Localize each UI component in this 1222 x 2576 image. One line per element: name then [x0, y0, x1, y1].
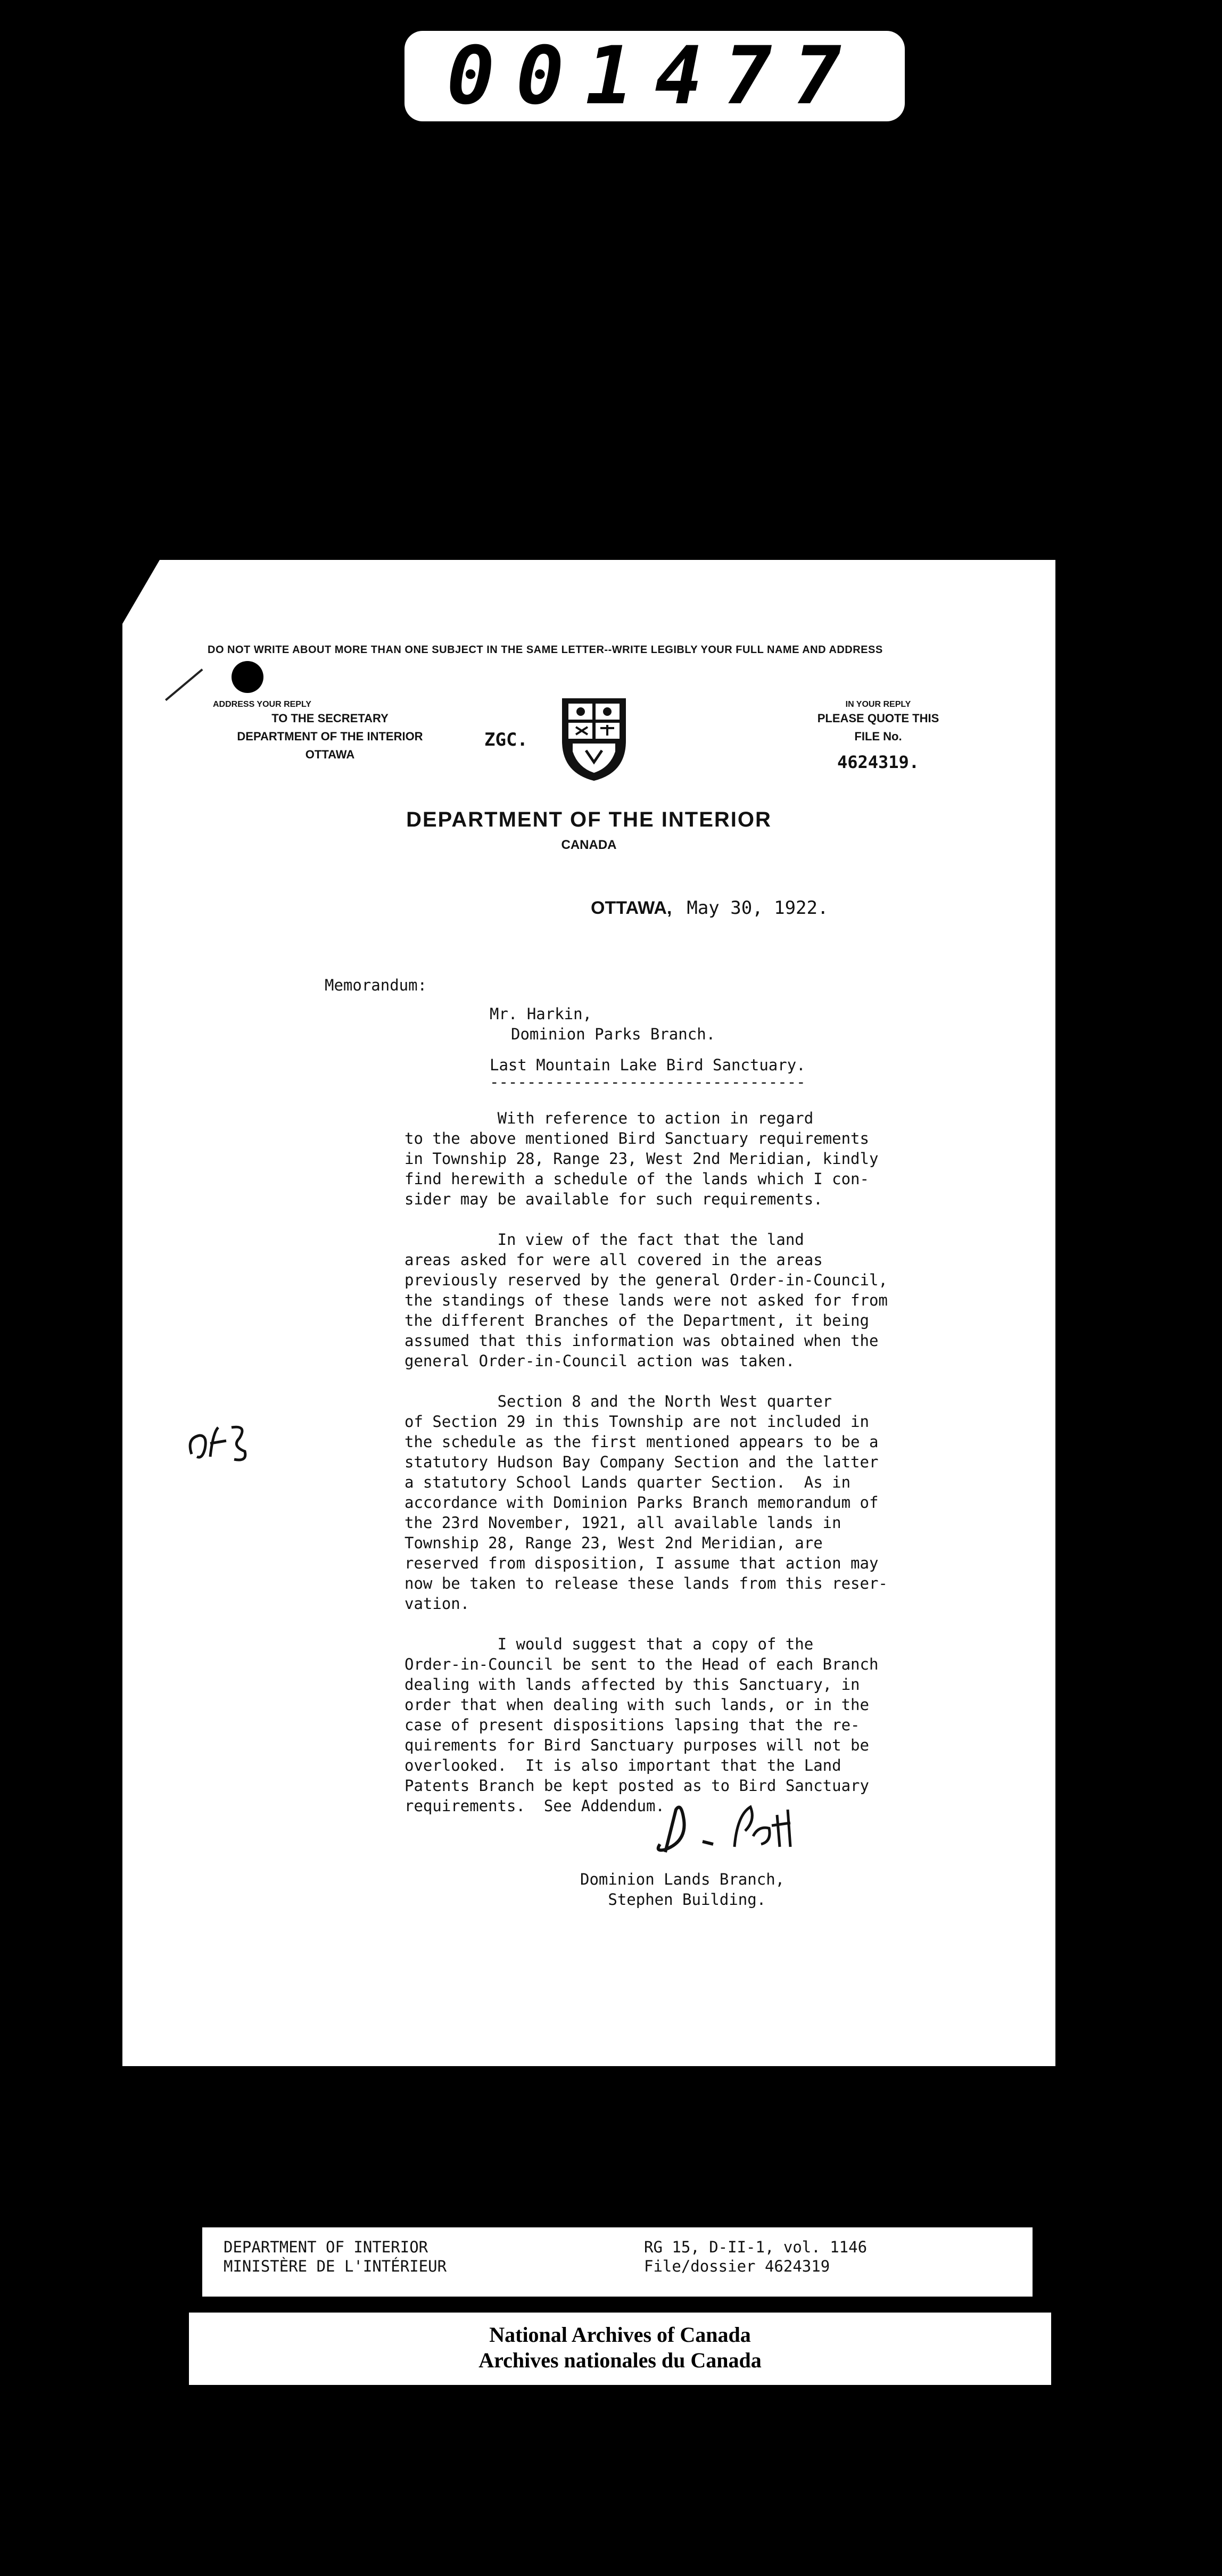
archives-name-en: National Archives of Canada [489, 2323, 751, 2347]
reply-caption: IN YOUR REPLY [845, 700, 911, 709]
memo-subject: Last Mountain Lake Bird Sanctuary. [490, 1056, 806, 1074]
date: May 30, 1922. [687, 897, 829, 919]
address-line: DEPARTMENT OF THE INTERIOR [237, 730, 423, 743]
department-country: CANADA [561, 838, 617, 852]
signature-branch: Dominion Lands Branch, [580, 1870, 785, 1888]
coat-of-arms-icon [557, 693, 631, 783]
letterhead-warning: DO NOT WRITE ABOUT MORE THAN ONE SUBJECT IN THE SAME LETTER--WRITE LEGIBLY YOUR FULL NAME AND ADDRESS [208, 644, 883, 656]
address-reply-caption: ADDRESS YOUR REPLY [213, 700, 311, 709]
address-line: TO THE SECRETARY [271, 712, 389, 725]
quote-line: PLEASE QUOTE THIS [817, 712, 939, 725]
signature-building: Stephen Building. [580, 1890, 766, 1909]
file-number: 4624319. [837, 752, 920, 772]
pencil-mark [165, 668, 203, 701]
memo-body: With reference to action in regard to the above mentioned Bird Sanctuary requirements in Township 28, Range 23, West 2nd Meridian, kindly find herewith a schedule of the lands which I con- sider may be available for such requirements. In view of the fact that the land areas asked for were all covered in the areas previously reserved by the general Order-in-Council, the standings of these lands were not asked for from the different Branches of the Department, it being assumed that this information was obtained when the general Order-in-Council action was taken. Section 8 and the North West quarter of Section 29 in this Township are not included in the schedule as the first mentioned appears to be a statutory Hudson Bay Company Section and the latter a statutory School Lands quarter Section. As in accordance with Dominion Parks Branch memorandum of the 23rd November, 1921, all available lands in Township 28, Range 23, West 2nd Meridian, are reserved from disposition, I assume that action may now be taken to release these lands from this reser- vation. I would suggest that a copy of the Order-in-Council be sent to the Head of each Branch dealing with lands affected by this Sanctuary, in order that when dealing with such lands, or in the case of present dispositions lapsing that the re- quirements for Bird Sanctuary purposes will not be overlooked. It is also important that the Land Patents Branch be kept posted as to Bird Sanctuary requirements. See Addendum. [404, 1109, 888, 1815]
punch-hole [232, 661, 263, 693]
file-reference-block [782, 700, 974, 772]
national-archives-label [189, 2313, 1051, 2385]
frame-number: 001477 [447, 30, 863, 122]
address-reply-block [208, 700, 452, 764]
archive-record-group: RG 15, D-II-1, vol. 1146 [644, 2238, 868, 2256]
archive-dept-en: DEPARTMENT OF INTERIOR [224, 2238, 428, 2256]
place: OTTAWA, [591, 898, 672, 918]
letter-sheet [122, 560, 1055, 2066]
archive-dept-fr: MINISTÈRE DE L'INTÉRIEUR [224, 2257, 447, 2275]
address-line: OTTAWA [305, 748, 355, 761]
folded-corner [122, 560, 160, 624]
date-line [591, 897, 828, 919]
quote-line: FILE No. [854, 730, 902, 743]
recipient-name: Mr. Harkin, [490, 1005, 592, 1023]
margin-initials [181, 1411, 255, 1470]
recipient-branch: Dominion Parks Branch. [511, 1025, 716, 1043]
archives-name-fr: Archives nationales du Canada [478, 2348, 762, 2372]
signature [644, 1799, 804, 1863]
archive-file-number: File/dossier 4624319 [644, 2257, 830, 2275]
department-title: DEPARTMENT OF THE INTERIOR [406, 808, 772, 831]
typist-initials: ZGC. [484, 729, 528, 750]
frame-number-plate [404, 31, 905, 121]
memo-heading: Memorandum: [325, 976, 427, 994]
subject-underline: ---------------------------------- [490, 1073, 806, 1091]
archive-reference-label [202, 2227, 1033, 2297]
